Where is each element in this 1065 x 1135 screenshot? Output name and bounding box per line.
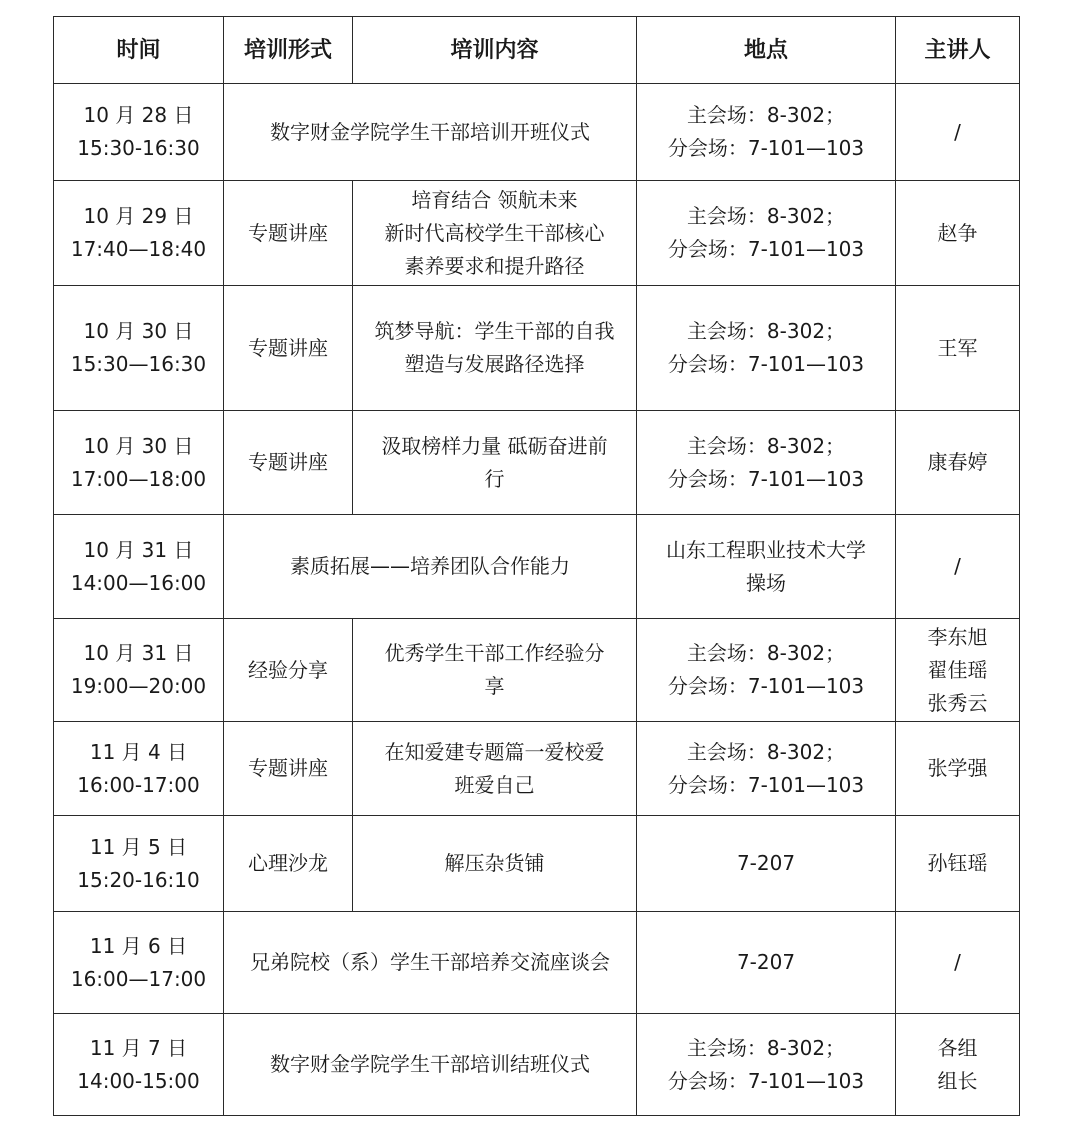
table-row (54, 1014, 1020, 1116)
cell-form: 专题讲座 (224, 722, 353, 816)
header-location: 地点 (637, 17, 896, 84)
cell-location: 山东工程职业技术大学 操场 (637, 515, 896, 619)
cell-time: 10 月 29 日 17:40—18:40 (54, 181, 224, 286)
cell-time: 10 月 28 日 15:30-16:30 (54, 84, 224, 181)
cell-form: 心理沙龙 (224, 816, 353, 912)
cell-location: 主会场：8-302； 分会场：7-101—103 (637, 181, 896, 286)
cell-form: 专题讲座 (224, 286, 353, 411)
cell-speaker: 张学强 (896, 722, 1020, 816)
cell-content: 汲取榜样力量 砥砺奋进前 行 (353, 411, 637, 515)
cell-speaker: 康春婷 (896, 411, 1020, 515)
cell-form: 专题讲座 (224, 411, 353, 515)
table-row (54, 912, 1020, 1014)
table-row (54, 411, 1020, 515)
cell-speaker: / (896, 84, 1020, 181)
table-row (54, 619, 1020, 722)
cell-speaker: 各组 组长 (896, 1014, 1020, 1116)
cell-time: 11 月 6 日 16:00—17:00 (54, 912, 224, 1014)
cell-time: 11 月 5 日 15:20-16:10 (54, 816, 224, 912)
table-row (54, 816, 1020, 912)
schedule-sheet (53, 16, 1019, 1116)
training-schedule-table (53, 16, 1020, 1116)
cell-location: 主会场：8-302； 分会场：7-101—103 (637, 286, 896, 411)
cell-form: 经验分享 (224, 619, 353, 722)
cell-content: 数字财金学院学生干部培训开班仪式 (224, 84, 637, 181)
table-row (54, 515, 1020, 619)
cell-content: 解压杂货铺 (353, 816, 637, 912)
cell-location: 主会场：8-302； 分会场：7-101—103 (637, 84, 896, 181)
cell-time: 10 月 30 日 15:30—16:30 (54, 286, 224, 411)
cell-location: 主会场：8-302； 分会场：7-101—103 (637, 1014, 896, 1116)
cell-location: 主会场：8-302； 分会场：7-101—103 (637, 619, 896, 722)
cell-time: 10 月 31 日 19:00—20:00 (54, 619, 224, 722)
cell-location: 主会场：8-302； 分会场：7-101—103 (637, 722, 896, 816)
cell-content: 优秀学生干部工作经验分 享 (353, 619, 637, 722)
cell-content: 培育结合 领航未来 新时代高校学生干部核心 素养要求和提升路径 (353, 181, 637, 286)
header-time: 时间 (54, 17, 224, 84)
cell-speaker: 孙钰瑶 (896, 816, 1020, 912)
header-row (54, 17, 1020, 84)
cell-speaker: 赵争 (896, 181, 1020, 286)
cell-time: 10 月 30 日 17:00—18:00 (54, 411, 224, 515)
table-row (54, 722, 1020, 816)
table-row (54, 84, 1020, 181)
cell-content: 兄弟院校（系）学生干部培养交流座谈会 (224, 912, 637, 1014)
cell-form: 专题讲座 (224, 181, 353, 286)
cell-location: 7-207 (637, 816, 896, 912)
header-form: 培训形式 (224, 17, 353, 84)
cell-time: 10 月 31 日 14:00—16:00 (54, 515, 224, 619)
cell-speaker: / (896, 912, 1020, 1014)
cell-content: 数字财金学院学生干部培训结班仪式 (224, 1014, 637, 1116)
header-content: 培训内容 (353, 17, 637, 84)
cell-location: 7-207 (637, 912, 896, 1014)
cell-content: 筑梦导航：学生干部的自我 塑造与发展路径选择 (353, 286, 637, 411)
cell-speaker: / (896, 515, 1020, 619)
table-row (54, 181, 1020, 286)
table-row (54, 286, 1020, 411)
cell-content: 素质拓展——培养团队合作能力 (224, 515, 637, 619)
cell-content: 在知爱建专题篇一爱校爱 班爱自己 (353, 722, 637, 816)
cell-speaker: 李东旭 翟佳瑶 张秀云 (896, 619, 1020, 722)
cell-location: 主会场：8-302； 分会场：7-101—103 (637, 411, 896, 515)
cell-time: 11 月 7 日 14:00-15:00 (54, 1014, 224, 1116)
cell-speaker: 王军 (896, 286, 1020, 411)
header-speaker: 主讲人 (896, 17, 1020, 84)
cell-time: 11 月 4 日 16:00-17:00 (54, 722, 224, 816)
